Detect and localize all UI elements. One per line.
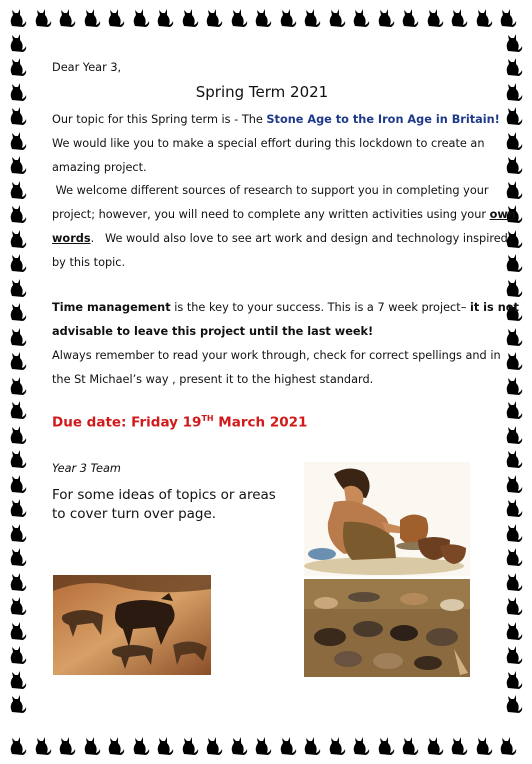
para3-line3: Always remember to read your work through, check for correct spellings and in <box>52 349 501 362</box>
cat-border-icon <box>178 6 200 28</box>
cat-border-icon <box>502 349 524 371</box>
words-emph: words <box>52 232 91 245</box>
cave-painting-image <box>53 575 211 675</box>
para3-line4: the St Michael’s way , present it to the highest standard. <box>52 373 374 386</box>
cat-border-icon <box>129 6 151 28</box>
cat-border-icon <box>472 734 494 756</box>
cat-border-icon <box>6 202 28 224</box>
cat-border-icon <box>496 734 518 756</box>
page-title: Spring Term 2021 <box>195 83 329 101</box>
cat-border-icon <box>153 734 175 756</box>
cat-border-icon <box>325 734 347 756</box>
cat-border-icon <box>423 734 445 756</box>
cat-border-icon <box>80 6 102 28</box>
cat-border-icon <box>178 734 200 756</box>
cat-border-icon <box>6 55 28 77</box>
team-signature: Year 3 Team <box>52 462 121 475</box>
cat-border-icon <box>423 6 445 28</box>
cat-border-icon <box>447 6 469 28</box>
cat-border-icon <box>6 619 28 641</box>
cat-border-icon <box>349 6 371 28</box>
cat-border-icon <box>6 545 28 567</box>
cat-border-icon <box>80 734 102 756</box>
cat-border-icon <box>496 6 518 28</box>
cat-border-icon <box>6 349 28 371</box>
cat-border-icon <box>6 472 28 494</box>
cat-border-icon <box>104 734 126 756</box>
stone-age-potter-image <box>304 462 470 576</box>
cat-border-icon <box>104 6 126 28</box>
cat-border-icon <box>31 6 53 28</box>
para2-line2: project; however, you will need to complete any written activities using your own <box>52 208 516 221</box>
due-date: Due date: Friday 19TH March 2021 <box>52 414 308 431</box>
cat-border-icon <box>6 300 28 322</box>
cat-border-icon <box>349 734 371 756</box>
cat-border-icon <box>6 521 28 543</box>
cat-border-icon <box>502 55 524 77</box>
cat-border-icon <box>251 734 273 756</box>
cat-border-icon <box>374 6 396 28</box>
cat-border-icon <box>502 251 524 273</box>
cat-border-icon <box>502 619 524 641</box>
cat-border-icon <box>502 496 524 518</box>
para1-line2: We would like you to make a special effort during this lockdown to create an <box>52 137 485 150</box>
cat-border-icon <box>55 6 77 28</box>
cat-border-icon <box>502 692 524 714</box>
para2-line3: words. We would also love to see art work and design and technology inspired <box>52 232 508 245</box>
cat-border-icon <box>502 570 524 592</box>
cat-border-icon <box>398 6 420 28</box>
cat-border-icon <box>502 104 524 126</box>
ideas-note: For some ideas of topics or areas to cover turn over page. <box>52 487 276 522</box>
cat-border-icon <box>6 643 28 665</box>
cat-border-icon <box>502 668 524 690</box>
cat-border-icon <box>6 325 28 347</box>
para2-line1: We welcome different sources of research to support you in completing your <box>52 184 489 197</box>
cat-border-icon <box>6 31 28 53</box>
para1-line1: Our topic for this Spring term is - The Stone Age to the Iron Age in Britain! <box>52 113 500 126</box>
cat-border-icon <box>6 129 28 151</box>
cat-border-icon <box>227 734 249 756</box>
cat-border-icon <box>6 496 28 518</box>
cat-border-icon <box>502 129 524 151</box>
cat-border-icon <box>374 734 396 756</box>
cat-border-icon <box>502 31 524 53</box>
cat-border-icon <box>6 398 28 420</box>
cat-border-icon <box>502 80 524 102</box>
cat-border-icon <box>502 276 524 298</box>
cat-border-icon <box>300 6 322 28</box>
cat-border-icon <box>472 6 494 28</box>
cat-border-icon <box>129 734 151 756</box>
cat-border-icon <box>502 643 524 665</box>
cat-border-icon <box>6 6 28 28</box>
own-emph: own <box>489 208 516 221</box>
cat-border-icon <box>6 153 28 175</box>
cat-border-icon <box>502 398 524 420</box>
cat-border-icon <box>6 570 28 592</box>
cat-border-icon <box>502 594 524 616</box>
cat-border-icon <box>6 668 28 690</box>
cat-border-icon <box>153 6 175 28</box>
cat-border-icon <box>276 6 298 28</box>
para3-line1: Time management is the key to your success. This is a 7 week project– it is not <box>52 301 519 314</box>
cat-border-icon <box>6 594 28 616</box>
cat-border-icon <box>276 734 298 756</box>
topic-highlight: Stone Age to the Iron Age in Britain! <box>266 113 500 126</box>
cat-border-icon <box>502 153 524 175</box>
cat-border-icon <box>6 227 28 249</box>
cat-border-icon <box>502 447 524 469</box>
cat-border-icon <box>6 447 28 469</box>
cat-border-icon <box>227 6 249 28</box>
cat-border-icon <box>325 6 347 28</box>
cat-border-icon <box>55 734 77 756</box>
cat-border-icon <box>6 276 28 298</box>
cat-border-icon <box>502 325 524 347</box>
cat-border-icon <box>31 734 53 756</box>
cat-border-icon <box>6 251 28 273</box>
cat-border-icon <box>202 6 224 28</box>
cat-border-icon <box>6 734 28 756</box>
cat-border-icon <box>251 6 273 28</box>
stone-bowls-image <box>304 579 470 677</box>
para1-line3: amazing project. <box>52 161 147 174</box>
cat-border-icon <box>398 734 420 756</box>
cat-border-icon <box>6 423 28 445</box>
cat-border-icon <box>6 692 28 714</box>
para2-line4: by this topic. <box>52 256 126 269</box>
cat-border-icon <box>6 374 28 396</box>
cat-border-icon <box>447 734 469 756</box>
cat-border-icon <box>6 104 28 126</box>
para3-line2: advisable to leave this project until the last week! <box>52 325 374 338</box>
cat-border-icon <box>502 472 524 494</box>
cat-border-icon <box>6 178 28 200</box>
cat-border-icon <box>300 734 322 756</box>
cat-border-icon <box>202 734 224 756</box>
cat-border-icon <box>502 521 524 543</box>
cat-border-icon <box>502 374 524 396</box>
cat-border-icon <box>502 423 524 445</box>
greeting: Dear Year 3, <box>52 61 122 74</box>
cat-border-icon <box>6 80 28 102</box>
cat-border-icon <box>502 178 524 200</box>
cat-border-icon <box>502 545 524 567</box>
